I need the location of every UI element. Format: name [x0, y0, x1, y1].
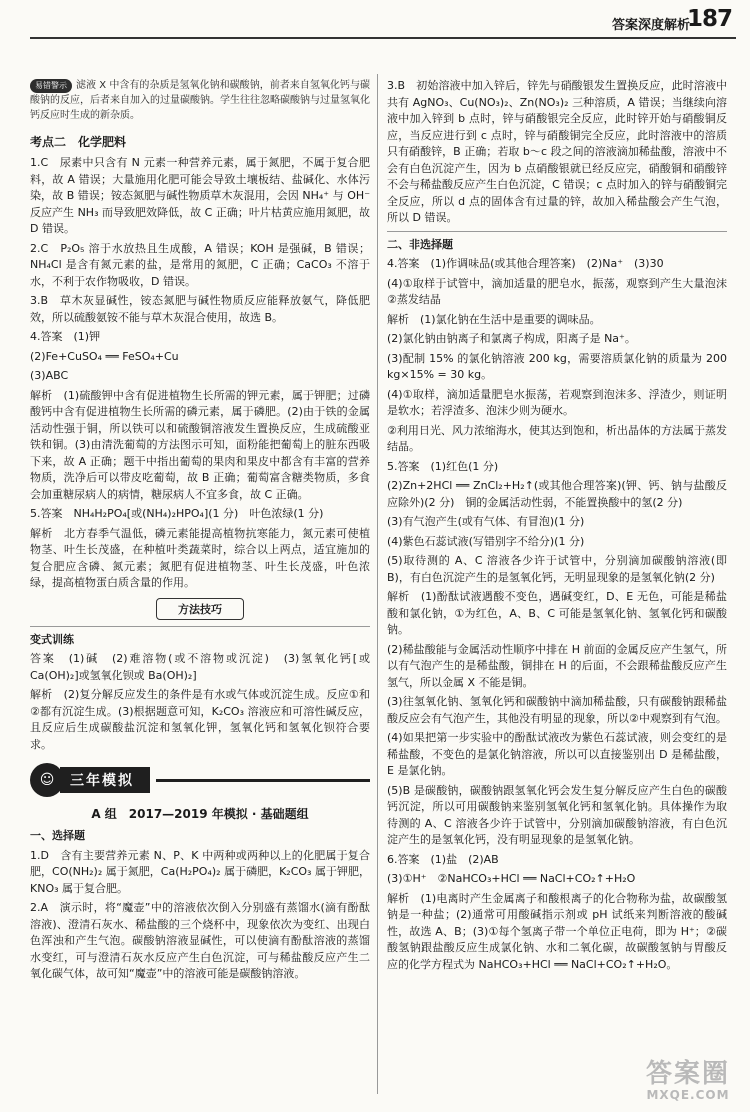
- error-warning-note: [30, 78, 370, 123]
- answer-paragraph: (2)Zn+2HCl ══ ZnCl₂+H₂↑(或其他合理答案)(钾、钙、钠与盐酸反应除外)(2 分) 铜的金属活动性弱，不能置换酸中的氢(2 分): [387, 479, 727, 509]
- variant-title: 变式训练: [30, 632, 74, 646]
- answer-paragraph: (4)①取样于试管中，滴加适量的肥皂水，振荡，观察到产生大量泡沫 ②蒸发结晶: [387, 276, 738, 306]
- answer-paragraph: 5.答案 NH₄H₂PO₄[或(NH₄)₂HPO₄](1 分) 叶色浓绿(1 分): [30, 507, 324, 520]
- watermark: [646, 1060, 730, 1102]
- variant-paragraph: 答案 (1)碱 (2)难溶物(或不溶物或沉淀) (3)氢氧化钙[或 Ca(OH)₂]或氢氧化钡或 Ba(OH)₂]: [30, 652, 370, 682]
- warning-text: 滤液 X 中含有的杂质是氢氧化钠和碳酸钠，前者来自氢氧化钙与碳酸钠的反应，后者来自加入的过量碳酸钠。学生往往忽略碳酸钠与过量氢氧化钙反应时生成的新杂质。: [30, 80, 370, 121]
- right-column: [387, 78, 738, 976]
- subsection-heading: 一、选择题: [30, 829, 85, 842]
- answer-paragraph: 3.B 初始溶液中加入锌后，锌先与硝酸银发生置换反应，此时溶液中共有 AgNO₃、Cu(NO₃)₂、Zn(NO₃)₂ 三种溶质，A 错误；当继续向溶液中加入锌到 b 点时，锌与硝酸银完全反应，此时锌开始与硝酸铜反应，当反应进行到 c 点时，锌与硝酸铜完全反应，此时溶液中的溶质只有硝酸锌，B 正确；若取 b～c 段之间的溶液滴加稀盐酸，溶液中不会有白色沉淀产生，因为 b 点硝酸银就已经反应完，硝酸铜和硝酸锌不会与稀盐酸反应产生白色沉淀，C 错误；c 点时加入的锌与硝酸铜完全反应，所以 d 点的固体含有过量的锌，故加入稀盐酸会产生气泡，所以 D 错误。: [387, 79, 727, 224]
- answer-paragraph: (3)ABC: [30, 369, 69, 382]
- header-title: 答案深度解析: [611, 18, 690, 33]
- banner-title: 三年模拟: [60, 767, 150, 793]
- answer-paragraph: 解析 (1)氯化钠在生活中是重要的调味品。: [387, 312, 601, 326]
- mock-paragraph: 2.A 演示时，将“魔壶”中的溶液依次倒入分别盛有蒸馏水(滴有酚酞溶液)、澄清石灰水、稀盐酸的三个烧杯中，现象依次为变红、出现白色浑浊和产生气泡。碳酸钠溶液显碱性，可以使滴有酚酞溶液的蒸馏水变红，可与澄清石灰水反应产生白色沉淀，可与稀盐酸反应产生二氧化碳气体，故可知“魔壶”中的溶液可能是碳酸钠溶液。: [30, 901, 370, 980]
- section-rule: [30, 626, 370, 627]
- mock-paragraph: 1.D 含有主要营养元素 N、P、K 中两种或两种以上的化肥属于复合肥，CO(NH₂)₂ 属于氮肥，Ca(H₂PO₄)₂ 属于磷肥，K₂CO₃ 属于钾肥，KNO₃ 属于复合肥。: [30, 848, 370, 895]
- answer-paragraph: (2)稀盐酸能与金属活动性顺序中排在 H 前面的金属反应产生氢气，所以有气泡产生的是稀盐酸，铜排在 H 的后面，不会跟稀盐酸反应产生氢气，所以金属 X 不能是铜。: [387, 642, 727, 689]
- answer-paragraph: 4.答案 (1)钾: [30, 330, 101, 343]
- answer-paragraph: (3)有气泡产生(或有气体、有冒泡)(1 分): [387, 515, 585, 528]
- answer-paragraph: 解析 (1)酚酞试液遇酸不变色，遇碱变红，D、E 无色，可能是稀盐酸和氯化钠，①为红色，A、B、C 可能是氢氧化钠、氢氧化钙和碳酸钠。: [387, 590, 727, 636]
- method-tips-label: 方法技巧: [156, 598, 244, 620]
- subsection-heading: 二、非选择题: [387, 237, 453, 251]
- answer-paragraph: 解析 (1)电离时产生金属离子和酸根离子的化合物称为盐，故碳酸氢钠是一种盐；(2)通常可用酸碱指示剂或 pH 试纸来判断溶液的酸碱性，故选 A、B；(3)①每个氢离子带一个单位正电荷，即为 H⁺；②碳酸氢钠跟盐酸反应生成氯化钠、水和二氧化碳，故碳酸氢钠与胃酸反应的化学方程式为 NaHCO₃+HCl ══ NaCl+CO₂↑+H₂O。: [387, 891, 727, 971]
- answer-paragraph: (2)Fe+CuSO₄ ══ FeSO₄+Cu: [30, 349, 179, 363]
- answer-paragraph: (3)①H⁺ ②NaHCO₃+HCl ══ NaCl+CO₂↑+H₂O: [387, 872, 636, 885]
- answer-paragraph: 5.答案 (1)红色(1 分): [387, 459, 499, 473]
- answer-paragraph: 解析 (1)硫酸钾中含有促进植物生长所需的钾元素，属于钾肥；过磷酸钙中含有促进植物生长所需的磷元素，属于磷肥。(2)由于铁的金属活动性强于铜，所以铁可以和硫酸铜溶液发生置换反应，生成硫酸亚铁和铜。(3)由清洗葡萄的方法图示可知，面粉能把葡萄上的脏东西吸下来，故 A 正确；题干中指出葡萄的果肉和果皮中都含有丰富的营养物质，洗净后可以带皮吃葡萄，故 B 正确；葡萄富含糖类物质，多食会加重糖尿病人的病情，糖尿病人不宜多食，故 C 正确。: [30, 388, 370, 501]
- section-rule: [387, 231, 727, 232]
- page-header: [0, 0, 750, 40]
- section-heading: 考点二 化学肥料: [30, 135, 127, 149]
- answer-paragraph: (5)取待测的 A、C 溶液各少许于试管中，分别滴加碳酸钠溶液(即 B)，有白色沉淀产生的是氢氧化钙，无明显现象的是氢氧化钠(2 分): [387, 554, 727, 584]
- answer-paragraph: 解析 北方春季气温低，磷元素能提高植物抗寒能力，氮元素可使植物茎、叶生长茂盛，在种植叶类蔬菜时，综合以上两点，适宜施加的复合肥应含磷、氮元素；氮肥有促进植物茎、叶生长茂盛，叶色浓绿，提高植物蛋白质含量的作用。: [30, 526, 370, 589]
- answer-paragraph: (3)往氢氧化钠、氢氧化钙和碳酸钠中滴加稀盐酸，只有碳酸钠跟稀盐酸反应会有气泡产生，其他没有明显的现象，所以②中观察到有气泡。: [387, 695, 727, 725]
- header-rule: [30, 37, 736, 39]
- answer-paragraph: 6.答案 (1)盐 (2)AB: [387, 852, 499, 866]
- column-divider: [377, 74, 378, 1094]
- mascot-icon: ☺: [30, 763, 64, 797]
- warning-badge: 易错警示: [30, 79, 72, 93]
- answer-paragraph: 2.C P₂O₅ 溶于水放热且生成酸，A 错误；KOH 是强碱，B 错误；NH₄Cl 是含有氮元素的盐，是常用的氮肥，C 正确；CaCO₃ 不溶于水，不利于农作物吸收，D 错误。: [30, 241, 370, 288]
- variant-paragraph: 解析 (2)复分解反应发生的条件是有水或气体或沉淀生成。反应①和②都有沉淀生成。(3)根据题意可知，K₂CO₃ 溶液应和可溶性碱反应，且反应后生成碳酸盐沉淀和氢氧化钾，氢氧化钙和氢氧化钡符合要求。: [30, 688, 370, 751]
- answer-paragraph: (3)配制 15% 的氯化钠溶液 200 kg，需要溶质氯化钠的质量为 200 kg×15% = 30 kg。: [387, 351, 727, 381]
- banner-line: [156, 779, 370, 782]
- group-heading: A 组 2017—2019 年模拟 · 基础题组: [91, 807, 309, 821]
- answer-paragraph: 3.B 草木灰显碱性，铵态氮肥与碱性物质反应能释放氨气，降低肥效，所以硫酸氨铵不能与草木灰混合使用，故选 B。: [30, 294, 370, 324]
- watermark-main: 答案圈: [645, 1059, 730, 1089]
- answer-paragraph: (2)氯化钠由钠离子和氯离子构成，阳离子是 Na⁺。: [387, 332, 636, 345]
- three-year-mock-banner: [30, 763, 370, 797]
- page-number: 187: [686, 6, 732, 32]
- answer-paragraph: (4)紫色石蕊试液(写错别字不给分)(1 分): [387, 534, 585, 548]
- answer-paragraph: 1.C 尿素中只含有 N 元素一种营养元素，属于氮肥，不属于复合肥料，故 A 错误；大量施用化肥可能会导致土壤板结、盐碱化、水体污染，故 B 错误；铵态氮肥与碱性物质草木灰混用，会因 NH₄⁺ 与 OH⁻ 反应产生 NH₃ 而导致肥效降低，故 C 正确；叶片枯黄应施用氮肥，故 D 错误。: [30, 156, 370, 235]
- left-column: [30, 78, 370, 986]
- answer-paragraph: (4)①取样，滴加适量肥皂水振荡，若观察到泡沫多、浮渣少，则证明是软水；若浮渣多、泡沫少则为硬水。: [387, 387, 727, 417]
- answer-paragraph: (5)B 是碳酸钠，碳酸钠跟氢氧化钙会发生复分解反应产生白色的碳酸钙沉淀，所以可用碳酸钠来鉴别氢氧化钙和氢氧化钠。具体操作为取待测的 A、C 溶液各少许于试管中，分别滴加碳酸钠溶液，有白色沉淀产生的是氢氧化钙，没有明显现象的是氢氧化钠。: [387, 783, 727, 846]
- answer-paragraph: (4)如果把第一步实验中的酚酞试液改为紫色石蕊试液，则会变红的是稀盐酸，不变色的是氯化钠溶液，所以可以直接鉴别出 D 是稀盐酸，E 是氯化钠。: [387, 731, 727, 777]
- answer-paragraph: ②利用日光、风力浓缩海水，使其达到饱和，析出晶体的方法属于蒸发结晶。: [387, 423, 727, 453]
- watermark-url: MXQE.COM: [646, 1088, 730, 1102]
- answer-paragraph: 4.答案 (1)作调味品(或其他合理答案) (2)Na⁺ (3)30: [387, 257, 664, 270]
